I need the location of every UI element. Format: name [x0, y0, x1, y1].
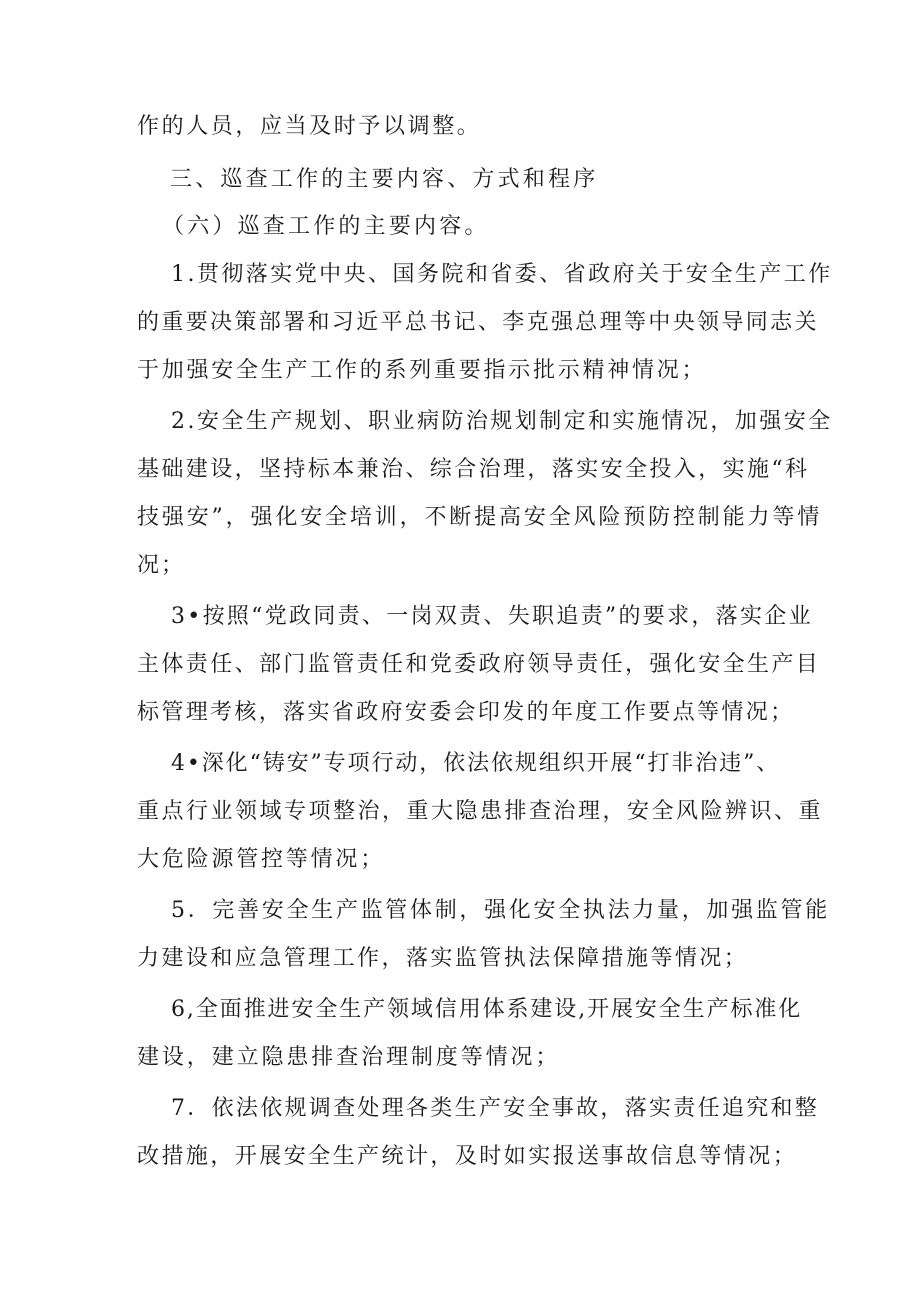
section-heading: 三、巡查工作的主要内容、方式和程序: [170, 167, 599, 192]
text-line: 3•按照“党政同责、一岗双责、失职追责”的要求，落实企业: [171, 604, 813, 629]
text-line: 4•深化“铸安”专项行动，依法依规组织开展“打非治违”、: [171, 751, 781, 776]
text-line: 2.安全生产规划、职业病防治规划制定和实施情况，加强安全: [171, 409, 833, 434]
text-line: 力建设和应急管理工作，落实监管执法保障措施等情况；: [137, 946, 749, 971]
text-line: 大危险源管控等情况；: [137, 847, 386, 872]
text-line: 建设，建立隐患排查治理制度等情况；: [137, 1045, 561, 1070]
text-line: 改措施，开展安全生产统计，及时如实报送事故信息等情况；: [137, 1144, 798, 1169]
text-line: 于加强安全生产工作的系列重要指示批示精神情况；: [137, 358, 707, 383]
text-line: 标管理考核，落实省政府安委会印发的年度工作要点等情况；: [137, 700, 795, 725]
text-line: 重点行业领域专项整治，重大隐患排查治理，安全风险辨识、重: [137, 799, 824, 824]
subsection-heading: （六）巡查工作的主要内容。: [162, 214, 490, 239]
text-line: 技强安”，强化安全培训，不断提高安全风险预防控制能力等情: [137, 505, 823, 530]
text-line: 1.贯彻落实党中央、国务院和省委、省政府关于安全生产工作: [171, 262, 833, 287]
text-line: 6,全面推进安全生产领域信用体系建设,开展安全生产标准化: [171, 997, 803, 1022]
text-line: 5．完善安全生产监管体制，强化安全执法力量，加强监管能: [171, 898, 830, 923]
text-line: 况；: [137, 553, 186, 578]
text-line: 基础建设，坚持标本兼治、综合治理，落实安全投入，实施“科: [137, 457, 810, 482]
text-line: 的重要决策部署和习近平总书记、李克强总理等中央领导同志关: [137, 310, 819, 335]
text-line: 7．依法依规调查处理各类生产安全事故，落实责任追究和整: [171, 1096, 820, 1121]
text-line: 作的人员，应当及时予以调整。: [137, 114, 482, 139]
text-line: 主体责任、部门监管责任和党委政府领导责任，强化安全生产目: [137, 652, 821, 677]
